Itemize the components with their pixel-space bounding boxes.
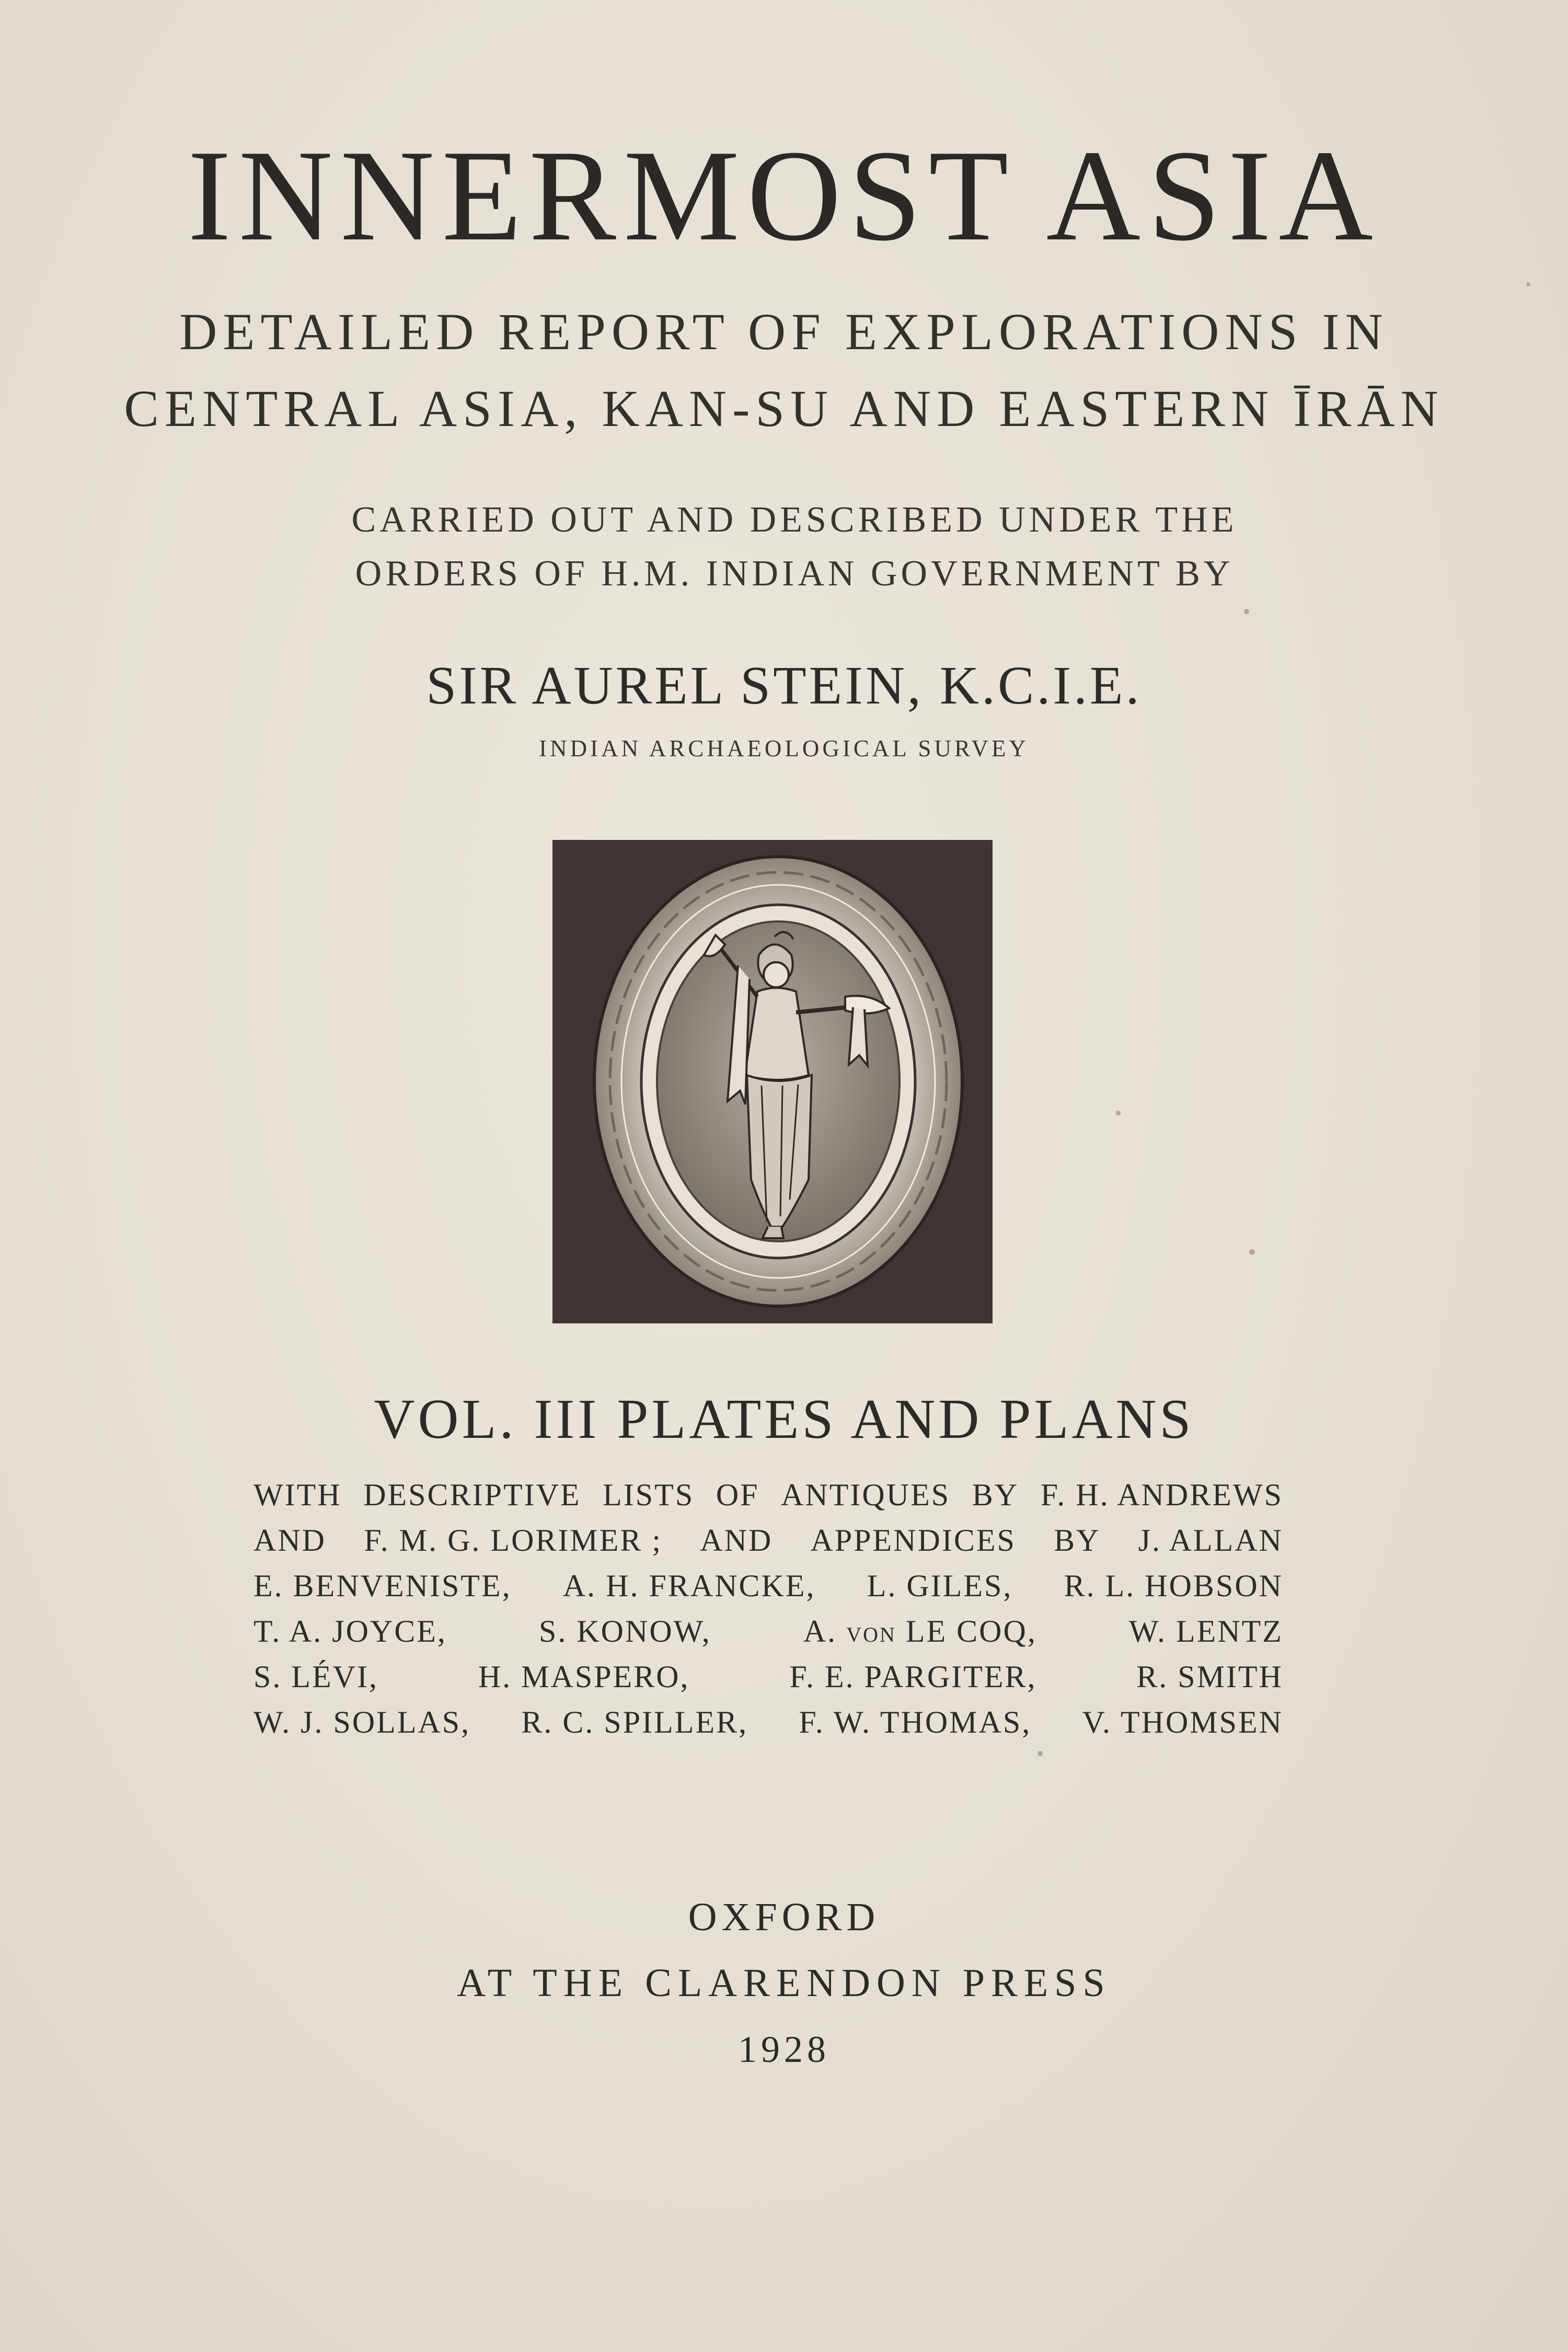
- contributor-entry: W. J. SOLLAS,: [253, 1705, 471, 1739]
- contributor-entry: L. GILES,: [867, 1569, 1013, 1603]
- contributor-entry: A. H. FRANCKE,: [562, 1569, 816, 1603]
- contributors-row: [253, 1479, 1283, 1525]
- contributor-entry: BY: [972, 1478, 1019, 1512]
- volume-title: VOL. III PLATES AND PLANS: [374, 1388, 1194, 1450]
- imprint-year: 1928: [738, 2028, 830, 2070]
- imprint-city: OXFORD: [688, 1895, 880, 1939]
- contributor-entry: R. L. HOBSON: [1064, 1569, 1283, 1603]
- gem-seal-engraving: [552, 840, 993, 1323]
- carried-out-line-2: ORDERS OF H.M. INDIAN GOVERNMENT BY: [355, 554, 1234, 594]
- author-name: SIR AUREL STEIN, K.C.I.E.: [426, 655, 1142, 716]
- contributor-entry: A. VON LE COQ,: [803, 1614, 1037, 1648]
- contributors-row: [253, 1525, 1283, 1570]
- contributors-row: [253, 1570, 1283, 1616]
- contributors-row: [253, 1707, 1283, 1752]
- contributor-entry: APPENDICES: [810, 1523, 1016, 1558]
- contributor-entry: WITH: [253, 1478, 342, 1512]
- gem-seal-vignette: [552, 840, 993, 1323]
- contributor-entry: DESCRIPTIVE: [363, 1478, 581, 1512]
- contributor-entry: H. MASPERO,: [478, 1659, 690, 1694]
- contributor-entry: J. ALLAN: [1138, 1523, 1283, 1558]
- contributors-row: [253, 1616, 1283, 1661]
- book-title: INNERMOST ASIA: [188, 123, 1380, 268]
- paper-foxing-speck: [1244, 609, 1249, 614]
- carried-out-line-1: CARRIED OUT AND DESCRIBED UNDER THE: [351, 500, 1238, 540]
- contributor-entry: R. C. SPILLER,: [521, 1705, 748, 1739]
- nobiliary-particle: VON: [846, 1623, 896, 1646]
- contributor-entry: R. SMITH: [1136, 1659, 1283, 1694]
- contributors-list: [253, 1479, 1283, 1752]
- contributor-entry: T. A. JOYCE,: [253, 1614, 447, 1648]
- contributor-entry: ANTIQUES: [781, 1478, 951, 1512]
- contributor-entry: F. M. G. LORIMER ;: [364, 1523, 663, 1558]
- subtitle-line-1: DETAILED REPORT OF EXPLORATIONS IN: [179, 303, 1389, 361]
- author-affiliation: INDIAN ARCHAEOLOGICAL SURVEY: [539, 735, 1029, 762]
- contributor-entry: BY: [1054, 1523, 1101, 1558]
- contributor-entry: F. W. THOMAS,: [799, 1705, 1032, 1739]
- contributor-entry: S. LÉVI,: [253, 1659, 378, 1694]
- contributor-entry: OF: [716, 1478, 759, 1512]
- contributor-entry: LISTS: [603, 1478, 695, 1512]
- paper-foxing-speck: [1249, 1249, 1255, 1255]
- contributor-entry: E. BENVENISTE,: [253, 1569, 512, 1603]
- contributor-entry: V. THOMSEN: [1082, 1705, 1283, 1739]
- imprint-press: AT THE CLARENDON PRESS: [457, 1961, 1111, 2005]
- paper-foxing-speck: [1526, 282, 1530, 286]
- contributors-row: [253, 1661, 1283, 1707]
- contributor-entry: W. LENTZ: [1128, 1614, 1283, 1648]
- contributor-entry: F. E. PARGITER,: [789, 1659, 1037, 1694]
- contributor-entry: S. KONOW,: [538, 1614, 711, 1648]
- contributor-entry: AND: [700, 1523, 773, 1558]
- paper-foxing-speck: [1037, 1751, 1043, 1756]
- paper-foxing-speck: [1116, 1111, 1121, 1115]
- contributor-entry: AND: [253, 1523, 326, 1558]
- subtitle-line-2: CENTRAL ASIA, KAN-SU AND EASTERN ĪRĀN: [124, 379, 1444, 437]
- contributor-entry: F. H. ANDREWS: [1040, 1478, 1283, 1512]
